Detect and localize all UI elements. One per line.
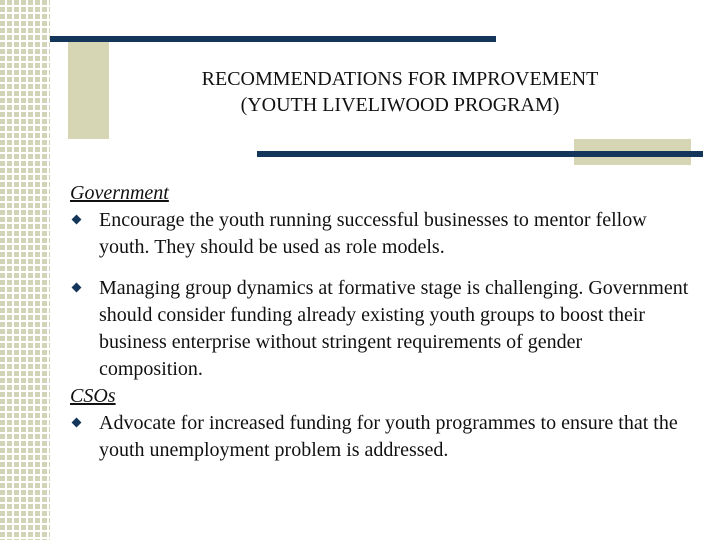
bullet-item: [70, 275, 690, 383]
diamond-bullet-icon: [72, 215, 82, 225]
top-rule: [50, 36, 496, 42]
bullet-text: Advocate for increased funding for youth programmes to ensure that the youth unemployment problem is addressed.: [99, 412, 678, 461]
section-heading-government: Government: [70, 182, 169, 204]
bottom-rule: [257, 151, 703, 157]
diamond-bullet-icon: [72, 283, 82, 293]
bullet-item: [70, 207, 690, 261]
bullet-text: Managing group dynamics at formative stage is challenging. Government should consider funding already existing youth groups to boost their business enterprise without stringent requirements of gender composition.: [99, 277, 689, 380]
slide-body: [70, 180, 690, 464]
section-heading-csos: CSOs: [70, 385, 116, 407]
title-line-1: RECOMMENDATIONS FOR IMPROVEMENT: [201, 68, 599, 90]
slide-title: [120, 66, 680, 118]
title-decor-box: [68, 36, 109, 139]
left-stripe-decoration: [0, 0, 50, 540]
title-line-2: (YOUTH LIVELIWOOD PROGRAM): [240, 94, 560, 116]
diamond-bullet-icon: [72, 418, 82, 428]
bullet-item: [70, 410, 690, 464]
bullet-text: Encourage the youth running successful businesses to mentor fellow youth. They should be used as role models.: [99, 209, 647, 258]
